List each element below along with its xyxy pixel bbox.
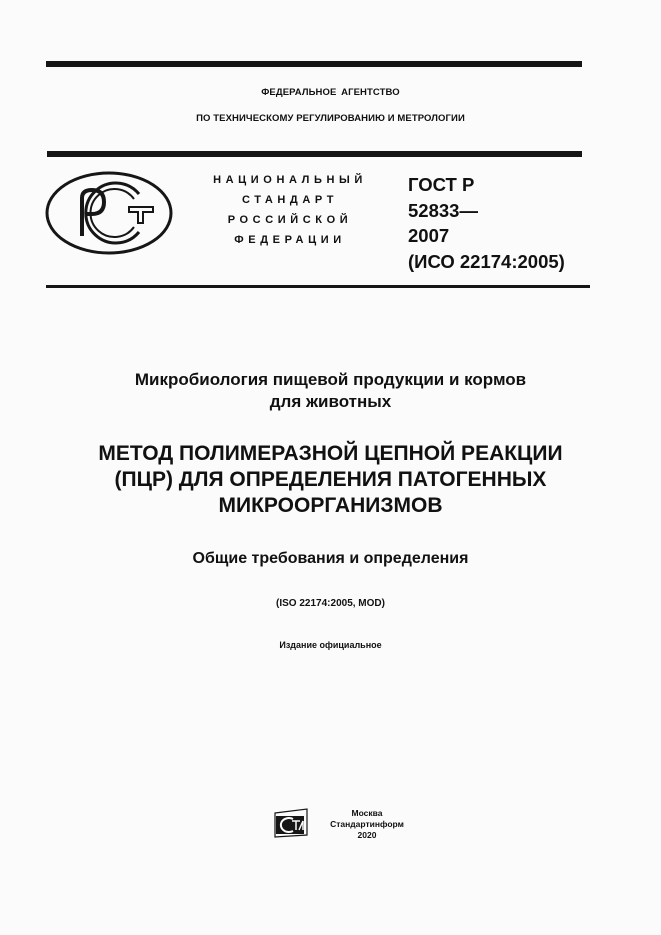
subject-line: Микробиология пищевой продукции и кормов: [134, 370, 527, 389]
national-standard-line: СТАНДАРТ: [241, 194, 339, 206]
document-title: [0, 441, 661, 519]
national-standard-line: ФЕДЕРАЦИИ: [234, 234, 346, 246]
top-rule: [46, 61, 582, 67]
gost-r-certification-mark-icon: [44, 170, 174, 256]
title-line: МИКРООРГАНИЗМОВ: [218, 494, 443, 517]
national-standard-line: РОССИЙСКОЙ: [227, 214, 353, 226]
national-standard-line: НАЦИОНАЛЬНЫЙ: [213, 174, 367, 186]
standartinform-logo-icon: [273, 808, 309, 838]
title-line: МЕТОД ПОЛИМЕРАЗНОЙ ЦЕПНОЙ РЕАКЦИИ: [98, 442, 563, 465]
header-rule: [47, 151, 582, 157]
designation-line: 52833—: [408, 199, 478, 221]
publisher-city: Москва: [351, 808, 383, 818]
iso-reference: (ISO 22174:2005, MOD): [276, 598, 385, 609]
subject-line: для животных: [269, 392, 392, 411]
standard-designation: [408, 172, 565, 274]
agency-line-2: ПО ТЕХНИЧЕСКОМУ РЕГУЛИРОВАНИЮ И МЕТРОЛОГИИ: [196, 113, 465, 124]
publication-year: 2020: [357, 830, 377, 840]
agency-line-1: ФЕДЕРАЛЬНОЕ АГЕНТСТВО: [261, 87, 400, 98]
publisher-name: Стандартинформ: [330, 819, 404, 829]
edition-label: Издание официальное: [279, 640, 382, 650]
title-line: (ПЦР) ДЛЯ ОПРЕДЕЛЕНИЯ ПАТОГЕННЫХ: [114, 468, 547, 491]
document-subtitle: Общие требования и определения: [192, 550, 469, 567]
designation-line: ГОСТ Р: [408, 174, 475, 195]
designation-rule: [46, 285, 590, 288]
publisher-block: [322, 808, 412, 841]
designation-line: (ИСО 22174:2005): [408, 250, 565, 272]
designation-line: 2007: [408, 225, 450, 246]
document-subject: [0, 369, 661, 413]
national-standard-label: [190, 170, 390, 250]
